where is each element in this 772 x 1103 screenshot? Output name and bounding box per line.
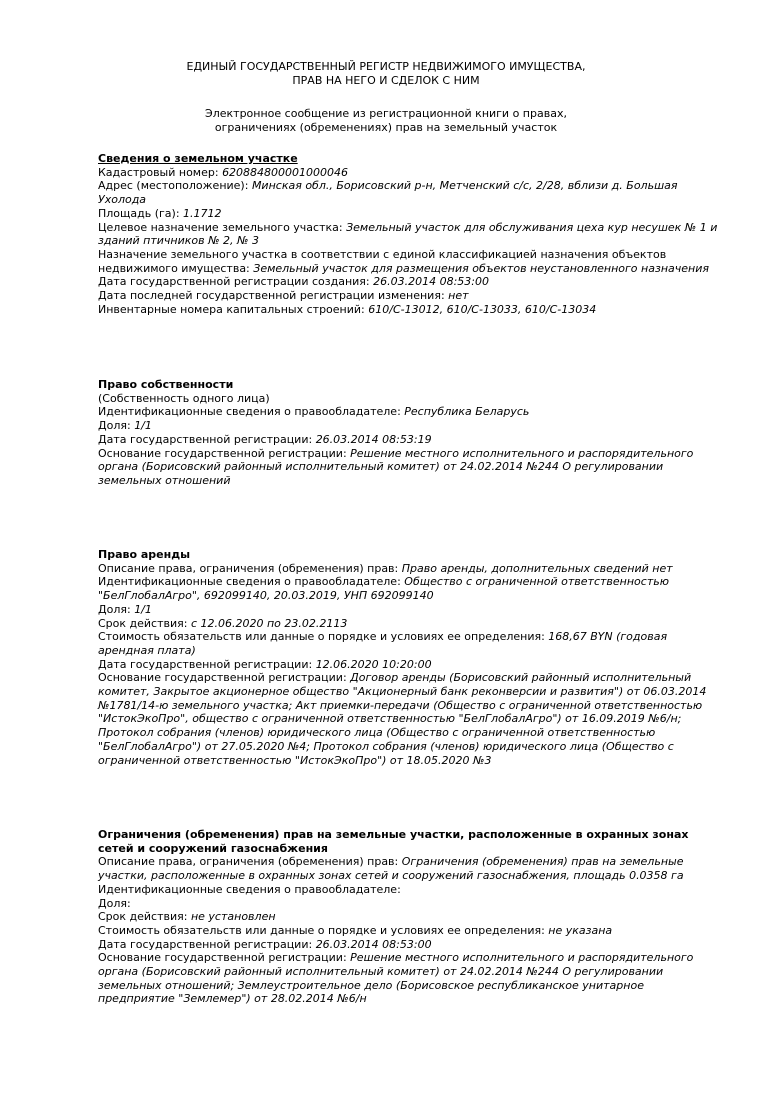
row-label: Идентификационные сведения о правообладателе: (98, 882, 401, 896)
info-row (98, 924, 723, 938)
info-row (98, 447, 723, 488)
row-value: Минская обл., Борисовский р-н, Метченский с/с, 2/28, вблизи д. Большая Ухолода (98, 179, 678, 207)
section-title: Право аренды (98, 548, 191, 561)
header-line: ЕДИНЫЙ ГОСУДАРСТВЕННЫЙ РЕГИСТР НЕДВИЖИМОГО ИМУЩЕСТВА, (186, 60, 586, 73)
info-row (98, 392, 723, 406)
document-header (0, 60, 772, 87)
row-value: 1.1712 (183, 206, 222, 220)
info-row (98, 221, 723, 248)
info-row (98, 179, 723, 206)
info-row (98, 289, 723, 303)
row-value: Решение местного исполнительного и распорядительного органа (Борисовский районный исполнительный комитет) от 24.02.2014 №244 О регулировании земельных отношений (98, 446, 694, 487)
row-value: 610/С-13012, 610/С-13033, 610/С-13034 (368, 302, 597, 316)
row-value: Земельный участок для обслуживания цеха кур несушек № 1 и зданий птичников № 2, № 3 (98, 220, 718, 248)
land-plot-info-section (98, 152, 723, 316)
row-value: Ограничения (обременения) прав на земельные участки, расположенные в охранных зонах сетей и сооружений газоснабжения, площадь 0.0358 га (98, 855, 684, 883)
row-label: Доля: (98, 419, 135, 433)
row-label: Основание государственной регистрации: (98, 446, 351, 460)
section-title: Ограничения (обременения) прав на земельные участки, расположенные в охранных зонах сетей и сооружений газоснабжения (98, 828, 689, 855)
row-label: Срок действия: (98, 616, 191, 630)
row-label: Описание права, ограничения (обременения) прав: (98, 561, 402, 575)
section-title: Сведения о земельном участке (98, 152, 298, 165)
row-label: Целевое назначение земельного участка: (98, 220, 347, 234)
row-value: с 12.06.2020 по 23.02.2113 (190, 616, 348, 630)
row-value: Республика Беларусь (404, 405, 530, 419)
info-row (98, 166, 723, 180)
row-label: Кадастровый номер: (98, 165, 223, 179)
row-value: Земельный участок для размещения объектов неустановленного назначения (253, 261, 709, 275)
row-label: Идентификационные сведения о правообладателе: (98, 405, 405, 419)
row-value: 26.03.2014 08:53:00 (315, 937, 432, 951)
row-label: Дата государственной регистрации создания: (98, 275, 374, 289)
row-label: Назначение земельного участка в соответствии с единой классификацией назначения объектов недвижимого имущества: (98, 247, 667, 275)
row-value: 168,67 BYN (годовая арендная плата) (98, 630, 668, 657)
info-row (98, 897, 723, 911)
info-row (98, 938, 723, 952)
info-row (98, 603, 723, 617)
row-value: 26.03.2014 08:53:00 (373, 275, 490, 289)
document-subheader (0, 107, 772, 134)
row-label: (Собственность одного лица) (98, 391, 270, 405)
section-title: Право собственности (98, 378, 234, 391)
row-value: Общество с ограниченной ответственностью "БелГлобалАгро", 692099140, 20.03.2019, УНП 692099140 (98, 575, 669, 603)
info-row (98, 419, 723, 433)
row-label: Дата последней государственной регистрации изменения: (98, 289, 449, 303)
row-label: Дата государственной регистрации: (98, 657, 316, 671)
info-row (98, 855, 723, 882)
row-value: Договор аренды (Борисовский районный исполнительный комитет, Закрытое акционерное общество "Акционерный банк реконверсии и развития") от 06.03.2014 №1781/14-ю земельного участка; Акт приемки-передачи (Общество с ограниченной ответственностью "ИстокЭкоПро", общество с ограниченной ответственностью "БелГлобалАгро") от 16.09.2019 №6/н; Протокол собрания (членов) юридического лица (Общество с ограниченной ответственностью "БелГлобалАгро") от 27.05.2020 №4; Протокол собрания (членов) юридического лица (Общество с ограниченной ответственностью "ИстокЭкоПро") от 18.05.2020 №3 (98, 671, 707, 767)
info-row (98, 275, 723, 289)
row-label: Идентификационные сведения о правообладателе: (98, 575, 405, 589)
row-label: Дата государственной регистрации: (98, 937, 316, 951)
row-value: нет (448, 289, 469, 303)
info-row (98, 658, 723, 672)
row-value: 1/1 (134, 602, 152, 616)
row-value: 1/1 (134, 419, 152, 433)
row-label: Описание права, ограничения (обременения) прав: (98, 855, 402, 869)
info-row (98, 303, 723, 317)
info-row (98, 630, 723, 657)
info-row (98, 883, 723, 897)
info-row (98, 433, 723, 447)
row-value: 12.06.2020 10:20:00 (315, 657, 432, 671)
info-row (98, 248, 723, 275)
ownership-section (98, 378, 723, 488)
row-value: не указана (548, 923, 613, 937)
info-row (98, 951, 723, 1006)
row-label: Основание государственной регистрации: (98, 951, 351, 965)
lease-section (98, 548, 723, 767)
row-value: Право аренды, дополнительных сведений нет (401, 561, 673, 575)
header-line: ПРАВ НА НЕГО И СДЕЛОК С НИМ (292, 73, 480, 87)
row-label: Площадь (га): (98, 206, 184, 220)
row-label: Доля: (98, 896, 131, 910)
row-label: Адрес (местоположение): (98, 179, 252, 193)
row-label: Доля: (98, 602, 135, 616)
info-row (98, 575, 723, 602)
row-value: 26.03.2014 08:53:19 (315, 432, 432, 446)
info-row (98, 207, 723, 221)
gas-protection-zone-restrictions-section (98, 828, 723, 1006)
subheader-line: ограничениях (обременениях) прав на земельный участок (214, 120, 558, 134)
info-row (98, 562, 723, 576)
row-label: Стоимость обязательств или данные о порядке и условиях ее определения: (98, 630, 549, 644)
row-label: Дата государственной регистрации: (98, 432, 316, 446)
subheader-line: Электронное сообщение из регистрационной книги о правах, (205, 107, 567, 120)
row-label: Срок действия: (98, 910, 191, 924)
info-row (98, 405, 723, 419)
row-label: Основание государственной регистрации: (98, 671, 351, 685)
row-value: Решение местного исполнительного и распорядительного органа (Борисовский районный исполнительный комитет) от 24.02.2014 №244 О регулировании земельных отношений; Землеустроительное дело (Борисовское республиканское унитарное предприятие "Землемер") от 28.02.2014 №6/н (98, 951, 694, 1006)
row-value: 620884800001000046 (222, 165, 349, 179)
info-row (98, 671, 723, 767)
info-row (98, 617, 723, 631)
row-label: Инвентарные номера капитальных строений: (98, 302, 369, 316)
row-value: не установлен (190, 910, 276, 924)
info-row (98, 910, 723, 924)
row-label: Стоимость обязательств или данные о порядке и условиях ее определения: (98, 923, 549, 937)
